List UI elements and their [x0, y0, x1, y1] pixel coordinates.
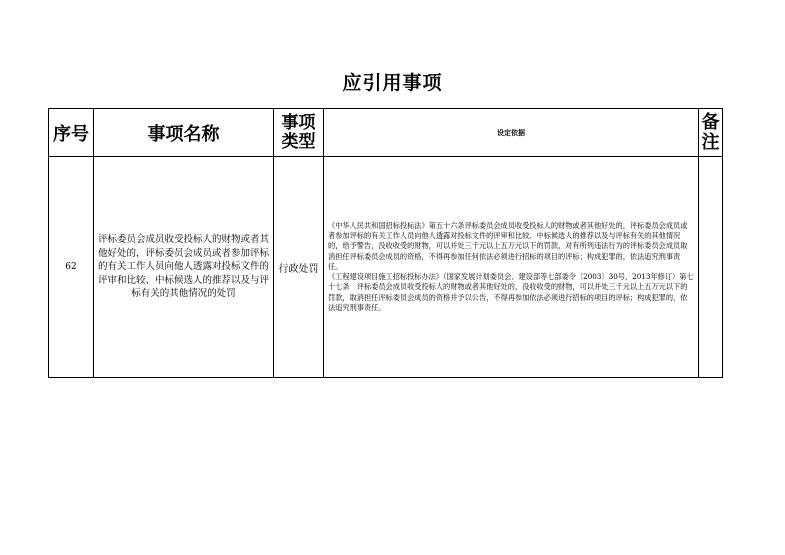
header-basis: 设定依据 — [324, 109, 699, 157]
header-note-line1: 备 — [701, 111, 720, 133]
cell-seq: 62 — [49, 157, 94, 378]
header-name: 事项名称 — [94, 109, 274, 157]
cell-name: 评标委员会成员收受投标人的财物或者其他好处的，评标委员会成员或者参加评标的有关工作人员向他人透露对投标文件的评审和比较、中标候选人的推荐以及与评标有关的其他情况的处罚 — [94, 157, 274, 378]
header-type — [274, 109, 324, 157]
cell-note — [699, 157, 723, 378]
basis-paragraph-1: 《中华人民共和国招标投标法》第五十六条评标委员会成员收受投标人的财物或者其他好处的，评标委员会成员或者参加评标的有关工作人员向他人透露对投标文件的评审和比较、中标候选人的推荐以及与评标有关的其他情况的，给予警告，没收收受的财物，可以并处三千元以上五万元以下的罚款，对有所列违法行为的评标委员会成员取消担任评标委员会成员的资格，不得再参加任何依法必须进行招标的项目的评标；构成犯罪的，依法追究刑事责任。 — [328, 221, 688, 271]
table-row — [49, 157, 723, 378]
items-table — [48, 108, 723, 378]
table-header-row — [49, 109, 723, 157]
page-title: 应引用事项 — [342, 72, 443, 94]
header-note — [699, 109, 723, 157]
header-type-line1: 事项 — [281, 112, 316, 133]
header-note-line2: 注 — [701, 131, 720, 153]
cell-basis — [324, 157, 699, 378]
header-type-line2: 类型 — [281, 131, 316, 152]
basis-paragraph-2: 《工程建设项目施工招标投标办法》（国家发展计划委员会、建设部等七部委令〔2003〕30号，2013年修订）第七十七条 评标委员会成员收受投标人的财物或者其他好处的，没收收受的财物，可以并处三千元以上五万元以下的罚款，取消担任评标委员会成员的资格并予以公告，不得再参加依法必须进行招标的项目的评标；构成犯罪的，依法追究刑事责任。 — [328, 272, 694, 312]
cell-type: 行政处罚 — [274, 157, 324, 378]
header-seq: 序号 — [49, 109, 94, 157]
